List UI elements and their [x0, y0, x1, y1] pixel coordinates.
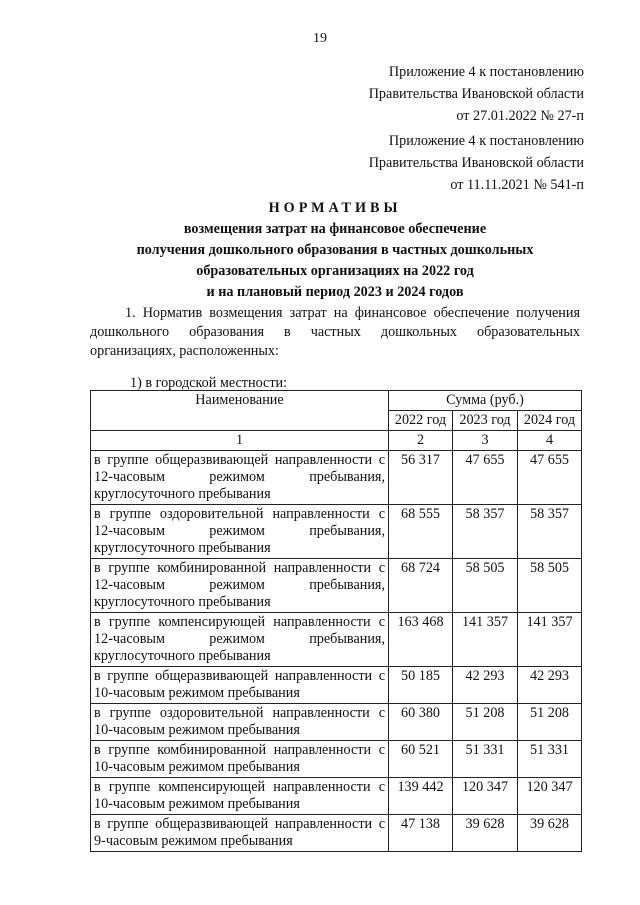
value-2024: 51 208 [518, 704, 582, 741]
appendix-line: Правительства Ивановской области [368, 155, 584, 171]
table-row [91, 704, 582, 741]
value-2022: 163 468 [389, 613, 453, 667]
row-name: в группе комбинированной направленности с 12-часовым режимом пребывания, круглосуточного пребывания [91, 559, 389, 613]
table-row [91, 667, 582, 704]
value-2024: 39 628 [518, 815, 582, 852]
value-2022: 68 555 [389, 505, 453, 559]
appendix-line: от 27.01.2022 № 27-п [456, 108, 584, 124]
row-name: в группе общеразвивающей направленности с 9-часовым режимом пребывания [91, 815, 389, 852]
column-header-2024: 2024 год [518, 411, 582, 431]
value-2022: 50 185 [389, 667, 453, 704]
appendix-reference-original [369, 130, 584, 196]
document-heading [90, 198, 580, 303]
heading-line: возмещения затрат на финансовое обеспечение [183, 221, 487, 237]
value-2022: 56 317 [389, 451, 453, 505]
value-2024: 141 357 [518, 613, 582, 667]
table-row [91, 505, 582, 559]
row-name: в группе оздоровительной направленности с 12-часовым режимом пребывания, круглосуточного пребывания [91, 505, 389, 559]
table-row [91, 559, 582, 613]
table-row [91, 815, 582, 852]
row-name: в группе комбинированной направленности с 10-часовым режимом пребывания [91, 741, 389, 778]
row-name: в группе оздоровительной направленности с 10-часовым режимом пребывания [91, 704, 389, 741]
column-number: 1 [91, 431, 389, 451]
appendix-line: от 11.11.2021 № 541-п [450, 177, 584, 193]
appendix-line: Правительства Ивановской области [368, 86, 584, 102]
norms-table [90, 390, 582, 852]
document-title: НОРМАТИВЫ [268, 200, 402, 216]
heading-line: и на плановый период 2023 и 2024 годов [206, 284, 464, 300]
value-2024: 120 347 [518, 778, 582, 815]
column-header-name: Наименование [91, 391, 389, 431]
row-name: в группе компенсирующей направленности с 10-часовым режимом пребывания [91, 778, 389, 815]
value-2024: 42 293 [518, 667, 582, 704]
column-header-sum: Сумма (руб.) [389, 391, 582, 411]
table-header-row [91, 391, 582, 411]
value-2024: 51 331 [518, 741, 582, 778]
column-number: 2 [389, 431, 453, 451]
column-number: 4 [518, 431, 582, 451]
paragraph-1: 1. Норматив возмещения затрат на финансовое обеспечение получения дошкольного образования в частных дошкольных образовательных организациях, расположенных: [90, 305, 580, 359]
value-2022: 47 138 [389, 815, 453, 852]
appendix-line: Приложение 4 к постановлению [388, 64, 584, 80]
value-2023: 58 357 [453, 505, 518, 559]
column-header-2023: 2023 год [453, 411, 518, 431]
value-2024: 58 357 [518, 505, 582, 559]
row-name: в группе общеразвивающей направленности с 12-часовым режимом пребывания, круглосуточного пребывания [91, 451, 389, 505]
value-2023: 120 347 [453, 778, 518, 815]
value-2023: 42 293 [453, 667, 518, 704]
table-row [91, 613, 582, 667]
value-2022: 68 724 [389, 559, 453, 613]
heading-line: образовательных организациях на 2022 год [196, 263, 474, 279]
row-name: в группе компенсирующей направленности с 12-часовым режимом пребывания, круглосуточного пребывания [91, 613, 389, 667]
page-number: 19 [313, 31, 327, 46]
table-row [91, 741, 582, 778]
value-2022: 139 442 [389, 778, 453, 815]
value-2023: 141 357 [453, 613, 518, 667]
appendix-reference-current [369, 61, 584, 127]
row-name: в группе общеразвивающей направленности с 10-часовым режимом пребывания [91, 667, 389, 704]
value-2022: 60 521 [389, 741, 453, 778]
value-2023: 58 505 [453, 559, 518, 613]
section-label: 1) в городской местности: [130, 375, 288, 391]
value-2022: 60 380 [389, 704, 453, 741]
table-row [91, 778, 582, 815]
column-number: 3 [453, 431, 518, 451]
column-header-2022: 2022 год [389, 411, 453, 431]
value-2023: 47 655 [453, 451, 518, 505]
value-2023: 39 628 [453, 815, 518, 852]
table-row [91, 451, 582, 505]
table-numbering-row [91, 431, 582, 451]
value-2023: 51 331 [453, 741, 518, 778]
value-2024: 47 655 [518, 451, 582, 505]
heading-line: получения дошкольного образования в частных дошкольных [136, 242, 534, 258]
value-2024: 58 505 [518, 559, 582, 613]
appendix-line: Приложение 4 к постановлению [388, 133, 584, 149]
value-2023: 51 208 [453, 704, 518, 741]
